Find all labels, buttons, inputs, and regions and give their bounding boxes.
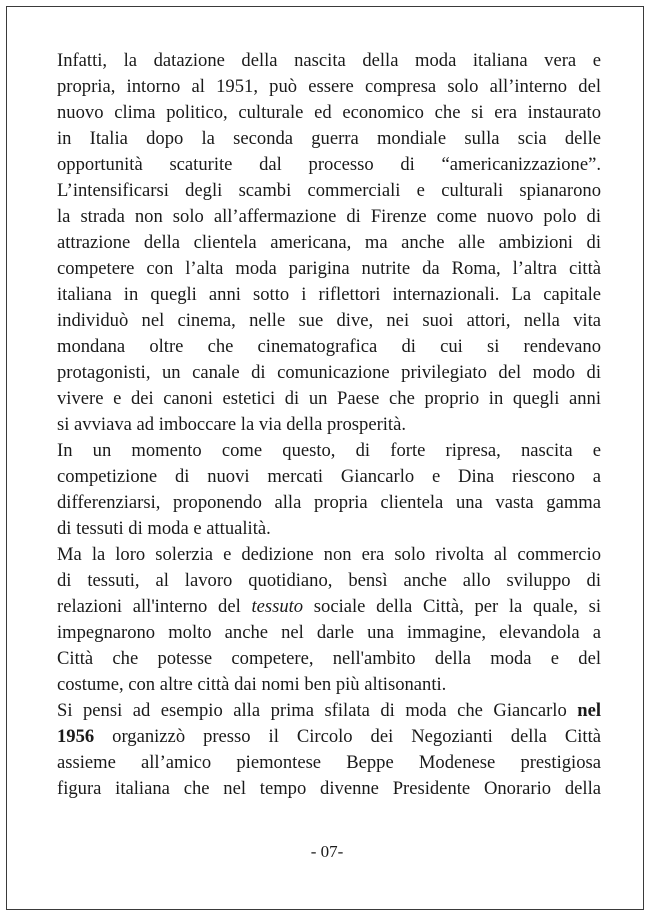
text-line: differenziarsi, proponendo alla propria clientela una vasta gamma <box>57 492 601 513</box>
text-line: 1956 organizzò presso il Circolo dei Negozianti della Città <box>57 726 601 747</box>
page-number: - 07- <box>310 842 344 861</box>
bold-text: nel <box>577 700 601 721</box>
bold-text: 1956 <box>57 726 95 747</box>
text-line: si avviava ad imboccare la via della prosperità. <box>57 414 406 435</box>
text-line: vivere e dei canoni estetici di un Paese che proprio in quegli anni <box>57 388 601 409</box>
text-line: Si pensi ad esempio alla prima sfilata di moda che Giancarlo nel <box>57 700 601 721</box>
text-line: competere con l’alta moda parigina nutrite da Roma, l’altra città <box>57 258 601 279</box>
text-line: Ma la loro solerzia e dedizione non era solo rivolta al commercio <box>57 544 601 565</box>
text-line: Infatti, la datazione della nascita della moda italiana vera e <box>57 50 601 71</box>
text-line: di tessuti di moda e attualità. <box>57 518 271 539</box>
text-line: impegnarono molto anche nel darle una immagine, elevandola a <box>57 622 601 643</box>
text-line: competizione di nuovi mercati Giancarlo e Dina riescono a <box>57 466 601 487</box>
text-line: assieme all’amico piemontese Beppe Modenese prestigiosa <box>57 752 601 773</box>
text-line: protagonisti, un canale di comunicazione privilegiato del modo di <box>57 362 601 383</box>
text-line: individuò nel cinema, nelle sue dive, nei suoi attori, nella vita <box>57 310 601 331</box>
text-line: Città che potesse competere, nell'ambito della moda e del <box>57 648 601 669</box>
text-line: nuovo clima politico, culturale ed economico che si era instaurato <box>57 102 601 123</box>
body-text <box>57 48 601 802</box>
italic-text: tessuto <box>251 596 304 617</box>
text-line: relazioni all'interno del tessuto sociale della Città, per la quale, si <box>57 596 601 617</box>
text-line: costume, con altre città dai nomi ben più altisonanti. <box>57 674 447 695</box>
text-line: italiana in quegli anni sotto i riflettori internazionali. La capitale <box>57 284 601 305</box>
text-line: figura italiana che nel tempo divenne Presidente Onorario della <box>57 778 601 799</box>
text-line: di tessuti, al lavoro quotidiano, bensì anche allo sviluppo di <box>57 570 601 591</box>
text-line: attrazione della clientela americana, ma anche alle ambizioni di <box>57 232 601 253</box>
text-line: In un momento come questo, di forte ripresa, nascita e <box>57 440 601 461</box>
text-line: la strada non solo all’affermazione di Firenze come nuovo polo di <box>57 206 601 227</box>
text-line: L’intensificarsi degli scambi commerciali e culturali spianarono <box>57 180 601 201</box>
text-line: mondana oltre che cinematografica di cui si rendevano <box>57 336 601 357</box>
text-line: opportunità scaturite dal processo di “americanizzazione”. <box>57 154 601 175</box>
text-line: in Italia dopo la seconda guerra mondiale sulla scia delle <box>57 128 601 149</box>
text-line: propria, intorno al 1951, può essere compresa solo all’interno del <box>57 76 601 97</box>
